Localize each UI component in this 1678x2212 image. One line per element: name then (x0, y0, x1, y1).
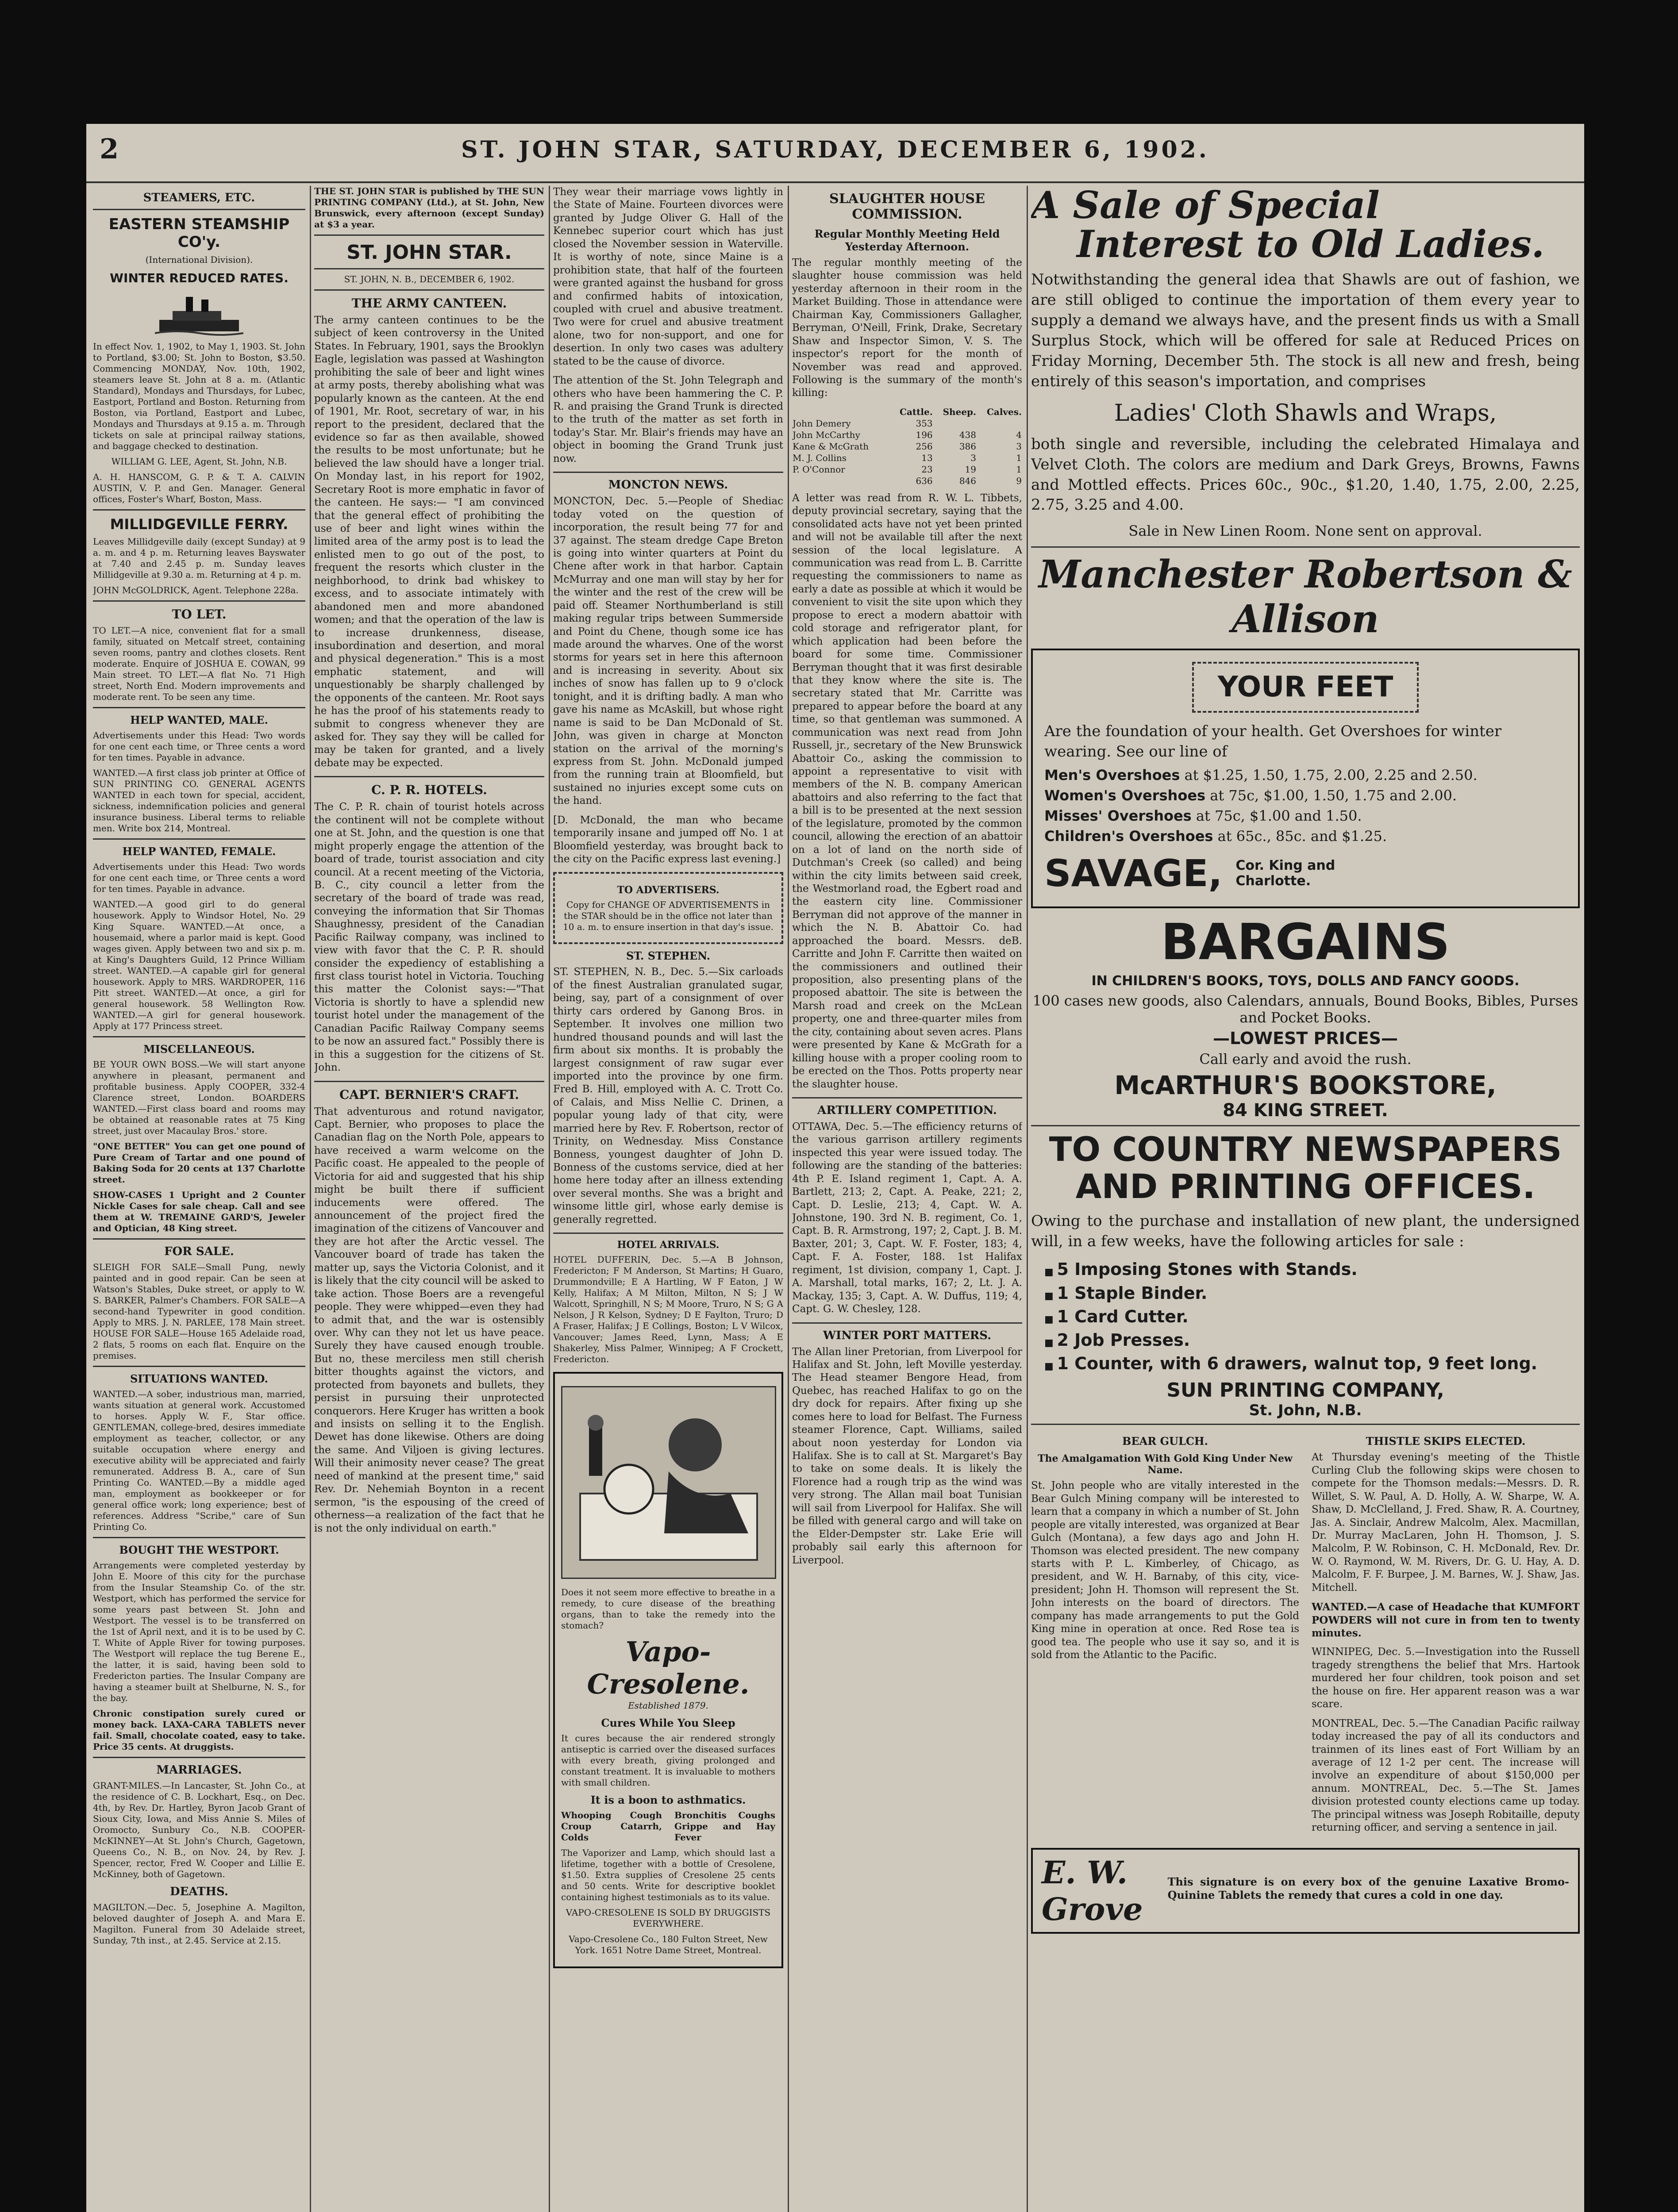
savage-name: SAVAGE, (1044, 852, 1223, 895)
bear-gulch-body: St. John people who are vitally interested in the Bear Gulch Mining company will be interested to learn that a company in which a number of St. John people are vitally interested, was organized at Bear Gulch (Montana), a few days ago and John H. Thomson was elected president. The new company starts with P. L. Kimberley, of Chicago, as president, and W. H. Barnaby, of this city, vice-president; John H. Thomson will represent the St. John interests on the board of directors. The company has made arrangements to put the Gold King mine in operation at once. Red Rose tea is good tea. The people who use it say so, and it is sold from the Atlantic to the Pacific. (1031, 1480, 1299, 1661)
for-sale-list (1044, 1258, 1580, 1375)
deaths-body: MAGILTON.—Dec. 5, Josephine A. Magilton, beloved daughter of Joseph A. and Mara E. Magilton. Funeral from 30 Adelaide street, Sunday, 7th inst., at 2.45. Service at 2.15. (93, 1902, 305, 1946)
bargains-subtitle: IN CHILDREN'S BOOKS, TOYS, DOLLS AND FANCY GOODS. (1091, 973, 1520, 989)
column-editorial (314, 186, 544, 2212)
childrens-overshoes (1044, 828, 1566, 845)
divorce-item: They wear their marriage vows lightly in the State of Maine. Fourteen divorces were granted by Judge Oliver G. Hall of the Kennebec superior court which has just closed the November session in Waterville. It is worthy of note, since Maine is a prohibition state, that half of the fourteen were granted against the husband for gross and confirmed habits of intoxication, coupled with cruel and abusive treatment. Two were for cruel and abusive treatment alone, two for non-support, and one for desertion. In only two cases was adultery stated to be the cause of divorce. (553, 186, 783, 367)
table-row (792, 418, 1022, 429)
divider (93, 707, 305, 708)
misses-overshoes-prices: at 75c, $1.00 and 1.50. (1196, 807, 1362, 825)
table-header-cell: Sheep. (943, 406, 976, 417)
childrens-overshoes-label: Children's Overshoes (1044, 828, 1213, 845)
kumfort-ad: WANTED.—A case of Headache that KUMFORT POWDERS will not cure in from ten to twenty minutes. (1312, 1601, 1580, 1640)
divider (553, 472, 783, 473)
eastern-steamship-agent: WILLIAM G. LEE, Agent, St. John, N.B. (111, 456, 287, 467)
eastern-steamship-body: In effect Nov. 1, 1902, to May 1, 1903. St. John to Portland, $3.00; St. John to Boston, $3.50. Commencing MONDAY, Nov. 10th, 1902, steamers leave St. John at 8 a. m. (Atlantic Standard), Mondays and Thursdays, for Lubec, Eastport, Portland and Boston. Returning from Boston, via Portland, Eastport and Lubec, Mondays and Thursdays at 9.15 a. m. Through tickets on sale at principal railway stations, and baggage checked to destination. (93, 341, 305, 451)
table-body (792, 418, 1022, 487)
divider (792, 1097, 1022, 1098)
cpr-hotels-title: C. P. R. HOTELS. (371, 783, 487, 798)
help-female-title: HELP WANTED, FEMALE. (122, 845, 276, 858)
mra-logo: Manchester Robertson & Allison (1039, 552, 1572, 642)
mens-overshoes-prices: at $1.25, 1.50, 1.75, 2.00, 2.25 and 2.50. (1184, 767, 1478, 784)
vapo-tagline: Cures While You Sleep (601, 1717, 735, 1730)
table-cell (933, 418, 977, 429)
vapo-company: Vapo-Cresolene Co., 180 Fulton Street, New York. 1651 Notre Dame Street, Montreal. (569, 1934, 768, 1956)
table-row (792, 464, 1022, 475)
artillery-title: ARTILLERY COMPETITION. (817, 1103, 997, 1117)
table-cell: 3 (1016, 441, 1022, 452)
grove-signature: E. W. Grove (1042, 1854, 1143, 1928)
dateline: ST. JOHN, N. B., DECEMBER 6, 1902. (344, 274, 515, 284)
table-cell: 1 (1016, 452, 1022, 463)
list-item: ■ 1 Counter, with 6 drawers, walnut top, 9 feet long. (1044, 1352, 1580, 1375)
eastern-steamship-officers: A. H. HANSCOM, G. P. & T. A. CALVIN AUSTIN, V. P. and Gen. Manager. General offices, Foster's Wharf, Boston, Mass. (93, 472, 305, 504)
help-female-body: WANTED.—A good girl to do general housework. Apply to Windsor Hotel, No. 29 King Square. WANTED.—At once, a housemaid, where a parlor maid is kept. Good wages given. Apply between two and six p. m. at King's Daughters Guild, 12 Prince William street. WANTED.—A capable girl for general housework. Apply to MRS. WARDROPER, 116 Pitt street. WANTED.—At once, a girl for general housework. 58 Wellington Row. WANTED.—A girl for general housework. Apply at 177 Princess street. (93, 899, 305, 1031)
westport-body: Arrangements were completed yesterday by John E. Moore of this city for the purchase from the Insular Steamship Co. of the str. Westport, which has performed the service for some years past between St. John and Westport. The vessel is to be transferred on the 1st of April next, and it is to be used by C. T. White of Apple River for towing purposes. The Westport will replace the tug Berene E., the latter, it is said, having been sold to Fredericton parties. The Insular Company are having a steamer built at Shelburne, N. S., for the bay. (93, 1560, 305, 1703)
show-cases-ad: SHOW-CASES 1 Upright and 2 Counter Nickle Cases for sale cheap. Call and see them at W. TREMAINE GARD'S, Jeweler and Optician, 48 King street. (93, 1190, 305, 1233)
table-cell: John McCarthy (793, 429, 860, 440)
newspaper-page (86, 124, 1584, 2212)
table-cell: 1 (1016, 464, 1022, 475)
one-better-ad: "ONE BETTER" You can get one pound of Pure Cream of Tartar and one pound of Baking Soda for 20 cents at 137 Charlotte street. (93, 1141, 305, 1185)
divider (93, 1036, 305, 1037)
canteen-body: The army canteen continues to be the subject of keen controversy in the United States. In February, 1901, says the Brooklyn Eagle, legislation was passed at Washington prohibiting the sale of beer and light wines at army posts, thereby abolishing what was popularly known as the canteen. At the end of 1901, Mr. Root, secretary of war, in his report to the president, declared that the evidence so far as then available, showed the results to be most unfortunate; but he believed the law should have a longer trial. On Monday last, in his report for 1902, Secretary Root is more emphatic in favor of the canteen. He says:— "I am convinced that the general effect of prohibiting the use of beer and light wines within the limited area of the army post is to lead the enlisted men to go out of the post, to frequent the resorts which cluster in the neighborhood, to drink bad whiskey to excess, and to associate intimately with abandoned men and more abandoned women; and that the operation of the law is to increase drunkenness, disease, insubordination and desertion, and moral and physical degeneration." This is a most emphatic statement, and will unquestionably be sharply challenged by the opponents of the canteen. Mr. Root says he has the proof of his statements ready to submit to congress whenever they are asked for. They say they will be called for may be taken for granted, and a lively debate may be expected. (314, 315, 544, 769)
grove-body: This signature is on every box of the genuine Laxative Bromo-Quinine Tablets the remedy that cures a cold in one day. (1167, 1875, 1569, 1901)
westport-title: BOUGHT THE WESTPORT. (119, 1544, 279, 1556)
to-let-title: TO LET. (172, 607, 227, 622)
divider (314, 268, 544, 269)
for-sale-title: FOR SALE. (164, 1245, 234, 1258)
bear-gulch-title: BEAR GULCH. (1122, 1435, 1208, 1448)
miscellaneous-body: BE YOUR OWN BOSS.—We will start anyone anywhere in pleasant, permanent and profitable business. Apply COOPER, 332-4 Clarence street, London. BOARDERS WANTED.—First class board and rooms may be obtained at reasonable rates at 75 King street, just over Macaulay Bros.' store. (93, 1059, 305, 1136)
table-cell: 196 (916, 429, 933, 440)
table-cell: 636 (916, 475, 933, 486)
misses-overshoes (1044, 807, 1566, 824)
list-item: ■ 1 Staple Binder. (1044, 1282, 1580, 1305)
shawl-sale-subheading: Ladies' Cloth Shawls and Wraps, (1114, 399, 1497, 426)
your-feet-title: YOUR FEET (1192, 662, 1419, 713)
table-cell: P. O'Connor (793, 464, 845, 475)
country-newspapers-body: Owing to the purchase and installation of new plant, the undersigned will, in a few weeks, have the following articles for sale : (1031, 1212, 1580, 1250)
moncton-note: [D. McDonald, the man who became temporarily insane and jumped off No. 1 at Bloomfield yesterday, was brought back to the city on the Pacific express last evening.] (553, 814, 783, 865)
table-cell (792, 475, 890, 487)
divider (314, 776, 544, 777)
childrens-overshoes-prices: at 65c., 85c. and $1.25. (1217, 828, 1387, 845)
bernier-body: That adventurous and rotund navigator, Capt. Bernier, who proposes to place the Canadian flag on the North Pole, appears to have received a warm welcome on the Pacific coast. He appealed to the people of Victoria for aid and suggested that his ship might be built there if sufficient inducements were offered. The announcement of the project fired the imagination of the citizens of Vancouver and they are hot after the Arctic vessel. The Vancouver board of trade has taken the matter up, says the Victoria Colonist, and it is likely that the city council will be asked to take action. Those Boers are a revengeful people. They were whipped—even they had to admit that, and the war is ostensibly over. Why can they not let us have peace. Surely they have caused enough trouble. But no, these merciless men still cherish bitter thoughts against the victors, and protected from bayonets and bullets, they persist in pursuing their unprotected conquerors. Here Kruger has written a book and insists on selling it to the English. Dewet has done likewise. Others are doing the same. And Viljoen is giving lectures. Will their animosity never cease? The great need of mankind at the present time," said Rev. Dr. Nehemiah Boynton in a recent sermon, "is the espousing of the creed of otherness—a realization of the fact that he is not the only individual on earth." (314, 1106, 544, 1534)
divider (314, 234, 544, 236)
table-row (792, 429, 1022, 441)
bargains-body: 100 cases new goods, also Calendars, annuals, Bound Books, Bibles, Purses and Pocket Books. (1032, 992, 1578, 1026)
advertisers-notice (553, 872, 783, 944)
shawl-sale-title-1: A Sale of Special (1031, 186, 1380, 227)
table-header-cell: Calves. (986, 406, 1022, 417)
vapo-question: Does it not seem more effective to breathe in a remedy, to cure disease of the breathing organs, than to take the remedy into the stomach? (561, 1587, 775, 1631)
winter-port-body: The Allan liner Pretorian, from Liverpool for Halifax and St. John, left Moville yesterday. The Head steamer Bengore Head, from Quebec, has reached Halifax to go on the dry dock for repairs. After fixing up she comes here to load for Belfast. The Furness steamer Florence, Capt. Williams, sailed about noon yesterday for London via Halifax. She is to call at St. Margaret's Bay to take on some deals. It is likely the Florence had a rough trip as the wind was very strong. The Allan mail boat Tunisian will sail from Liverpool for Halifax. She will be filled with general cargo and will take on the Elder-Dempster str. Lake Erie will probably sail early this afternoon for Liverpool. (792, 1346, 1022, 1566)
eastern-steamship-subtitle: (International Division). (145, 254, 253, 265)
table-header-cell: Cattle. (900, 406, 933, 417)
womens-overshoes-label: Women's Overshoes (1044, 787, 1206, 804)
vapo-boon: It is a boon to asthmatics. (590, 1793, 746, 1807)
masthead (86, 124, 1584, 183)
vapo-ailments-left: Whooping Cough Croup Catarrh, Colds (561, 1810, 662, 1843)
thistle-column (1312, 1429, 1580, 1840)
ferry-agent: JOHN McGOLDRICK, Agent. Telephone 228a. (93, 585, 299, 595)
table-row (792, 441, 1022, 452)
mcarthur-address: 84 KING STREET. (1223, 1100, 1388, 1121)
to-let-body: TO LET.—A nice, convenient flat for a small family, situated on Metcalf street, containing seven rooms, pantry and clothes closets. Rent moderate. Enquire of JOSHUA E. COWAN, 99 Main street. TO LET.—A flat No. 71 High street, North End. Modern improvements and moderate rent. To be seen any time. (93, 625, 305, 702)
moncton-title: MONCTON NEWS. (608, 478, 728, 492)
divider (93, 1366, 305, 1367)
table-cell: 19 (965, 464, 976, 475)
table-cell: 256 (916, 441, 933, 452)
mother-child-illustration (561, 1386, 776, 1579)
situations-body: WANTED.—A sober, industrious man, married, wants situation at general work. Accustomed to horses. Apply W. F., Star office. GENTLEMAN, college-bred, desires immediate employment as teacher, collector, or any suitable occupation where energy and executive ability will be appreciated and fairly remunerated. Address B. A., care of Sun Printing Co. WANTED.—By a middle aged man, employment as bookkeeper or for general office work; long experience; best of references. Address "Scribe," care of Sun Printing Co. (93, 1389, 305, 1532)
marriages-title: MARRIAGES. (156, 1763, 242, 1777)
ferry-body: Leaves Millidgeville daily (except Sunday) at 9 a. m. and 4 p. m. Returning leaves Bayswater at 7.40 and 2.45 p. m. Sunday leaves Millidgeville at 9.30 a. m. Returning at 4 p. m. (93, 536, 305, 580)
list-item: ■ 1 Card Cutter. (1044, 1305, 1580, 1329)
artillery-body: OTTAWA, Dec. 5.—The efficiency returns of the various garrison artillery regiments inspected this year were issued today. The following are the standing of the batteries: 4th P. E. Island regiment 1, Capt. A. A. Bartlett, 213; 2, Capt. A. Peake, 221; 2, Capt. D. Leslie, 213; 4, Capt. W. A. Johnstone, 190. 3rd N. B. regiment, Co. 1, Capt. B. R. Armstrong, 197; 2, Capt. J. B. M. Baxter, 201; 3, Capt. W. F. Foster, 183; 4, Capt. F. A. Foster, 188. 1st Halifax regiment, 1st division, company 1, Capt. J. A. Marshall, total marks, 167; 2, Lt. J. A. Mackay, 135; 3, Capt. A. W. Duffus, 119; 4, Capt. G. W. Chesley, 128. (792, 1121, 1022, 1315)
womens-overshoes-prices: at 75c, $1.00, 1.50, 1.75 and 2.00. (1210, 787, 1457, 804)
laxa-cara-ad: Chronic constipation surely cured or money back. LAXA-CARA TABLETS never fail. Small, chocolate coated, easy to take. Price 35 cents. At druggists. (93, 1708, 305, 1752)
vapo-body: It cures because the air rendered strongly antiseptic is carried over the diseased surfaces with every breath, giving prolonged and constant treatment. It is invaluable to mothers with small children. (561, 1733, 775, 1788)
thistle-title: THISTLE SKIPS ELECTED. (1366, 1435, 1526, 1448)
help-female-note: Advertisements under this Head: Two words for one cent each time, or Three cents a word for ten times. Payable in advance. (93, 861, 305, 894)
vapo-ailments-right: Bronchitis Coughs Grippe and Hay Fever (674, 1810, 775, 1843)
table-row (792, 452, 1022, 464)
misses-overshoes-label: Misses' Overshoes (1044, 807, 1192, 825)
table-total-row (792, 475, 1022, 487)
vapo-small-print: The Vaporizer and Lamp, which should last a lifetime, together with a bottle of Cresolene, $1.50. Extra supplies of Cresolene 25 cents and 50 cents. Write for descriptive booklet containing highest testimonials as to its value. (561, 1847, 775, 1903)
table-cell: 386 (959, 441, 976, 452)
canteen-title: THE ARMY CANTEEN. (351, 296, 507, 311)
bear-gulch-column (1031, 1429, 1299, 1840)
help-male-body: WANTED.—A first class job printer at Office of SUN PRINTING CO. GENERAL AGENTS WANTED in each town for special, accident, sickness, indemnification policies and general insurance business. Liberal terms to reliable men. Write box 214, Montreal. (93, 768, 305, 833)
bear-gulch-subtitle: The Amalgamation With Gold King Under New Name. (1038, 1453, 1293, 1476)
mens-overshoes (1044, 767, 1566, 783)
slaughter-title: SLAUGHTER HOUSE COMMISSION. (829, 191, 985, 222)
divider (553, 1233, 783, 1234)
column-rule (1027, 186, 1028, 2212)
table-cell: 9 (1016, 475, 1022, 486)
list-item: ■ 2 Job Presses. (1044, 1329, 1580, 1352)
help-male-note: Advertisements under this Head: Two words for one cent each time, or Three cents a word for ten times. Payable in advance. (93, 730, 305, 763)
slaughter-subtitle: Regular Monthly Meeting Held Yesterday Afternoon. (814, 227, 1000, 253)
hotel-arrivals-title: HOTEL ARRIVALS. (617, 1239, 720, 1251)
marriages-body: GRANT-MILES.—In Lancaster, St. John Co., at the residence of C. B. Lockhart, Esq., on Dec. 4th, by Rev. Dr. Hartley, Byron Jacob Grant of Sioux City, Iowa, and Miss Annie S. Miles of Oromocto, Sunbury Co., N.B. COOPER-McKINNEY—At St. John's Church, Gagetown, Queens Co., N. B., on Nov. 24, by Rev. J. Spencer, rector, Fred W. Cooper and Lillie E. McKinney, both of Gagetown. (93, 1780, 305, 1879)
sun-printing-signature: SUN PRINTING COMPANY, (1166, 1379, 1444, 1402)
cpr-hotels-body: The C. P. R. chain of tourist hotels across the continent will not be complete without one at St. John, and the question is one that might properly engage the attention of the board of trade, tourist association and city council. At a recent meeting of the Victoria, B. C., city council a letter from the secretary of the board of trade was read, conveying the information that Sir Thomas Shaughnessy, president of the Canadian Pacific Railway company, was inclined to view with favor that the C. P. R. should consider the expediency of establishing a first class tourist hotel in Victoria. Touching this matter the Colonist says:—"That Victoria is shortly to have a splendid new tourist hotel under the management of the Canadian Pacific Railway Company seems to be now an assured fact." Possibly there is in this a suggestion for the citizens of St. John. (314, 801, 544, 1074)
vapo-brand: Vapo-Cresolene. (587, 1636, 750, 1701)
vapo-established: Established 1879. (628, 1700, 708, 1711)
eastern-steamship-rates: WINTER REDUCED RATES. (110, 271, 289, 285)
vapo-ailments (561, 1810, 775, 1843)
shawl-sale-body: Notwithstanding the general idea that Shawls are out of fashion, we are still obliged to continue the importation of them every year to supply a demand we always have, and the present finds us with a Small Surplus Stock, which will be offered for sale at Reduced Prices on Friday Morning, December 5th. The stock is all new and fresh, being entirely of this season's importation, and comprises (1031, 271, 1580, 390)
divider (792, 1322, 1022, 1324)
divider (93, 209, 305, 210)
column-rule (310, 186, 311, 2212)
grove-ad (1031, 1848, 1580, 1934)
slaughter-body: The regular monthly meeting of the slaughter house commission was held yesterday afternoon in their room in the Market Building. Those in attendance were Chairman Kay, Commissioners Gallagher, Berryman, O'Neill, Frink, Drake, Secretary Shaw and Inspector Simon, V. S. The inspector's report for the month of November was read and approved. Following is the summary of the month's killing: (792, 257, 1022, 399)
for-sale-body: SLEIGH FOR SALE—Small Pung, newly painted and in good repair. Can be seen at Watson's Stables, Duke street, or apply to W. S. BARKER, Palmer's Chambers. FOR SALE—A second-hand Typewriter in good condition. Apply to MRS. J. N. PARLEE, 178 Main street. HOUSE FOR SALE—House 165 Adelaide road, 2 flats, 5 rooms on each flat. Enquire on the premises. (93, 1262, 305, 1361)
steamship-icon (155, 289, 243, 338)
montreal-item: MONTREAL, Dec. 5.—The Canadian Pacific railway today increased the pay of all its conductors and trainmen of its lines east of Fort William by an average of 12 1-2 per cent. The increase will involve an expenditure of about $150,000 per annum. MONTREAL, Dec. 5.—The St. James division protested county elections came up today. The principal witness was Joseph Robitaille, deputy returning officer, and serving a sentence in jail. (1312, 1717, 1580, 1834)
st-stephen-body: ST. STEPHEN, N. B., Dec. 5.—Six carloads of the finest Australian granulated sugar, being, say, part of a consignment of over thirty cars ordered by Ganong Bros. in September. It involves one million two hundred thousand pounds and will last the firm about six months. It is probably the largest consignment of raw sugar ever imported into the province by one firm. Fred B. Hill, employed with A. C. Trott Co. of Calais, and Miss Nellie C. Drinen, a popular young lady of that city, were married here by Rev. F. Robertson, rector of Trinity, on Wednesday. Miss Constance Bonness, youngest daughter of John D. Bonness of the customs service, died at her home here today after an illness extending over several months. She was a bright and winsome little girl, whose early demise is generally regretted. (553, 966, 783, 1225)
winnipeg-item: WINNIPEG, Dec. 5.—Investigation into the Russell tragedy strengthens the belief that Mrs. Hartook murdered her four children, took poison and set the house on fire. Her apparent reason was a war scare. (1312, 1646, 1580, 1710)
divider (1031, 546, 1580, 548)
bernier-title: CAPT. BERNIER'S CRAFT. (339, 1087, 520, 1102)
table-cell: 3 (970, 452, 976, 463)
divider (1031, 1424, 1580, 1425)
savage-address: Cor. King and Charlotte. (1235, 858, 1335, 889)
mcarthur-name: McARTHUR'S BOOKSTORE, (1114, 1070, 1497, 1101)
winter-port-title: WINTER PORT MATTERS. (823, 1329, 992, 1342)
advertisers-body: Copy for CHANGE OF ADVERTISEMENTS in the STAR should be in the office not later than 10 a. m. to ensure insertion in that day's issue. (563, 899, 774, 933)
thistle-body: At Thursday evening's meeting of the Thistle Curling Club the following skips were chosen to compete for the Thomson medals:—Messrs. D. R. Willet, S. W. Paul, A. D. Holly, A. W. Sharpe, W. A. Shaw, D. McClelland, J. Fred. Shaw, R. A. Courtney, Jas. A. Sinclair, Andrew Malcolm, Alex. Macmillan, Dr. Murray MacLaren, John H. Thomson, J. S. Malcolm, P. W. Robinson, C. H. McDonald, Rev. Dr. W. O. Raymond, W. M. Rivers, Dr. G. U. Hay, A. D. Malcolm, F. F. Burpee, J. M. Barnes, W. J. Shaw, Jas. Mitchell. (1312, 1452, 1580, 1594)
savage-signature (1044, 852, 1566, 895)
divider (93, 600, 305, 602)
vapo-cresolene-ad (553, 1372, 783, 1968)
table-cell: 23 (921, 464, 933, 475)
bottom-news-columns (1031, 1429, 1580, 1840)
country-newspapers-title: TO COUNTRY NEWSPAPERS AND PRINTING OFFICES. (1049, 1129, 1562, 1206)
section-heading: STEAMERS, ETC. (143, 191, 255, 204)
publisher-note: THE ST. JOHN STAR is published by THE SUN PRINTING COMPANY (Ltd.), at St. John, New Brunswick, every afternoon (except Sunday) at $3 a year. (314, 186, 544, 230)
column-advertisements (1031, 186, 1580, 2212)
womens-overshoes (1044, 787, 1566, 804)
st-stephen-title: ST. STEPHEN. (626, 949, 711, 963)
table-cell: 4 (1016, 429, 1022, 440)
moncton-body: MONCTON, Dec. 5.—People of Shediac today voted on the question of incorporation, the result being 77 for and 37 against. The steam dredge Cape Breton is going into winter quarters at Point du Chene after work in that harbor. Captain McMurray and one man will stay by her for the winter and the rest of the crew will be paid off. Steamer Northumberland is still making regular trips between Summerside and Point du Chene, though some ice has made around the wharves. One of the worst storms for years set in here this afternoon and is increasing in severity. About six inches of snow has fallen up to 9 o'clock tonight, and it is drifting badly. A man who gave his name as McAskill, but whose right name is said to be Dan McDonald of St. John, was given in charge at Moncton station on the arrival of the morning's express from St. John. McDonald jumped from the running train at Bloomfield, but sustained no injuries except some cuts on the hand. (553, 495, 783, 807)
divider (93, 838, 305, 840)
hotel-arrivals-body: HOTEL DUFFERIN, Dec. 5.—A B Johnson, Fredericton; F M Anderson, St Martins; H Guaro, Drummondville; E A Hartling, W F Eaton, J W Kelly, Halifax; A M Milton, Milton, N S; J W Walcott, Springhill, N S; M Moore, Truro, N S; G A Nelson, J R Kelson, Sydney; D E Faylton, Truro; D A Fraser, Halifax; J E Collings, Boston; L V Wilcox, Vancouver; James Reed, Lynn, Mass; A E Shakerley, Miss Palmer, Winnipeg; A F Crockett, Fredericton. (553, 1254, 783, 1365)
lowest-prices: —LOWEST PRICES— (1212, 1029, 1398, 1048)
divider (93, 1238, 305, 1240)
help-male-title: HELP WANTED, MALE. (130, 714, 268, 726)
column-classifieds (93, 186, 305, 2212)
table-cell: 846 (959, 475, 976, 486)
divider (1031, 1125, 1580, 1126)
mens-overshoes-label: Men's Overshoes (1044, 767, 1180, 784)
page-number: 2 (100, 133, 119, 165)
lowest-prices-body: Call early and avoid the rush. (1199, 1051, 1412, 1068)
table-cell (977, 418, 1022, 429)
table-header-row (792, 406, 1022, 418)
sun-printing-address: St. John, N.B. (1249, 1402, 1362, 1420)
divider (93, 1757, 305, 1758)
overshoes-ad (1031, 649, 1580, 908)
shawl-sale-body-2: both single and reversible, including the celebrated Himalaya and Velvet Cloth. The colors are medium and Dark Greys, Browns, Fawns and Mottled effects. Prices 60c., 90c., $1.20, 1.40, 1.75, 2.00, 2.25, 2.75, 3.25 and 4.00. (1031, 435, 1580, 514)
table-cell: M. J. Collins (793, 452, 847, 463)
vapo-sold: VAPO-CRESOLENE IS SOLD BY DRUGGISTS EVERYWHERE. (566, 1907, 771, 1929)
column-news (553, 186, 783, 2212)
list-item: ■ 5 Imposing Stones with Stands. (1044, 1258, 1580, 1281)
masthead-title: ST. JOHN STAR, SATURDAY, DECEMBER 6, 1902. (461, 136, 1209, 163)
shawl-sale-note: Sale in New Linen Room. None sent on approval. (1128, 522, 1482, 540)
column-rule (549, 186, 550, 2212)
table-cell: 353 (916, 418, 933, 429)
divider (93, 509, 305, 511)
divider (93, 1537, 305, 1538)
table-header-cell (792, 406, 890, 418)
overshoes-intro: Are the foundation of your health. Get Overshoes for winter wearing. See our line of (1044, 722, 1502, 761)
table-cell: 13 (921, 452, 933, 463)
paper-title: ST. JOHN STAR. (346, 241, 512, 264)
table-cell: John Demery (793, 418, 851, 429)
divider (314, 289, 544, 291)
miscellaneous-title: MISCELLANEOUS. (143, 1043, 255, 1056)
advertisers-title: TO ADVERTISERS. (617, 884, 720, 896)
situations-title: SITUATIONS WANTED. (130, 1372, 268, 1385)
slaughter-body-continued: A letter was read from R. W. L. Tibbets, deputy provincial secretary, saying that the consolidated acts have not yet been printed and will not be available till after the next session of the local legislature. A communication was read from L. B. Carritte requesting the commissioners to name as early a date as possible at which it would be convenient to visit the site upon which they propose to erect a modern abattoir with cold storage and refrigerator plant, for which application had been before the board for some time. Commissioner Berryman thought that it was first desirable that they know where the site is. The secretary stated that Mr. Carritte was prepared to appear before the board at any time, so that gentleman was summoned. A communication was next read from John Russell, jr., secretary of the New Brunswick Abattoir Co., asking the commission to appoint a representative to visit with members of the N. B. company American abattoirs and also referring to the fact that a bill is to be presented at the next session of the legislature, promoted by the common council, allowing the erection of an abattoir on a lot of land on the north side of Dutchman's Creek (so called) and being within the city limits between said creek, the Westmorland road, the Egbert road and the eastern city line. Commissioner Berryman did not approve of the manner in which the N. B. Abattoir Co. had approached the board. Messrs. deB. Carritte and John F. Carritte then waited on the commissioners and outlined their proposition, also presenting plans of the proposed abattoir. The site is between the Marsh road and creek on the McLean property, one and three-quarter miles from the city, containing about seven acres. Plans were presented by Kane & McGrath for a killing house with a proper cooling room to be erected on the Thos. Potts property near the slaughter house. (792, 492, 1022, 1090)
ferry-title: MILLIDGEVILLE FERRY. (110, 516, 289, 533)
shawl-sale-title-2: Interest to Old Ladies. (1077, 222, 1544, 266)
bargains-title: BARGAINS (1161, 914, 1450, 972)
grand-trunk-item: The attention of the St. John Telegraph and others who have been hammering the C. P. R. and praising the Grand Trunk is directed to the truth of the matter as set forth in today's Star. Mr. Blair's friends may have an object in booming the Grand Trunk just now. (553, 375, 783, 465)
table-cell: 438 (959, 429, 976, 440)
table-cell: Kane & McGrath (793, 441, 869, 452)
eastern-steamship-title: EASTERN STEAMSHIP CO'y. (108, 215, 290, 251)
column-rule (788, 186, 789, 2212)
divider (314, 1081, 544, 1082)
deaths-title: DEATHS. (170, 1885, 228, 1898)
column-local (792, 186, 1022, 2212)
killing-table (792, 406, 1022, 487)
